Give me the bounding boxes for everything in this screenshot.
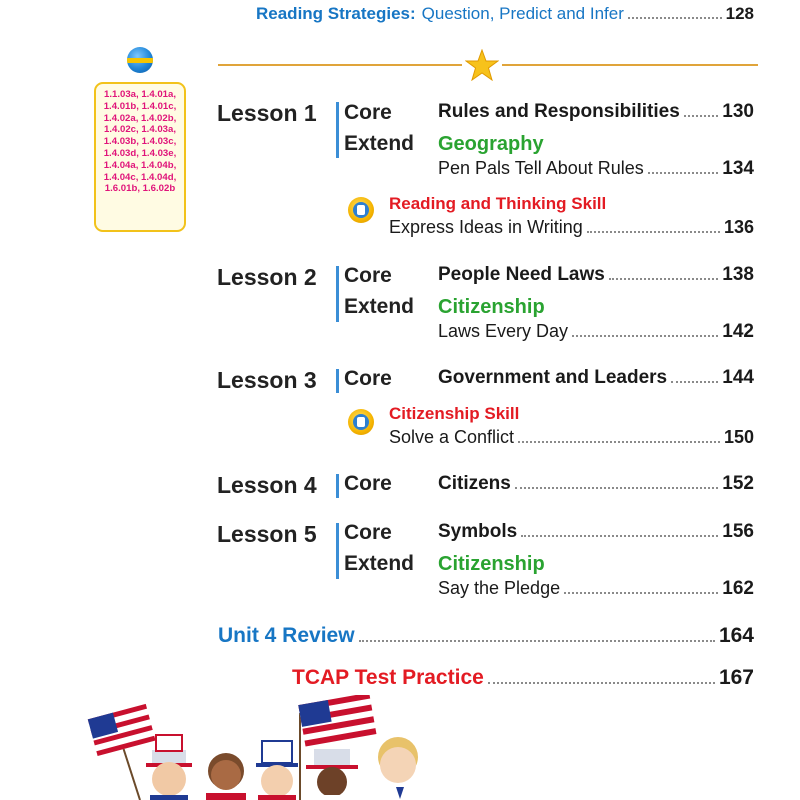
standards-box bbox=[94, 82, 186, 232]
lesson-4-core-entry[interactable] bbox=[438, 473, 754, 499]
divider-star bbox=[462, 46, 502, 84]
dot-leader bbox=[515, 487, 718, 489]
lesson-2-extend-category: Citizenship bbox=[438, 296, 545, 318]
dot-leader bbox=[587, 231, 720, 233]
reading-strategies-entry[interactable] bbox=[256, 4, 754, 28]
kids-with-flags-illustration bbox=[0, 695, 800, 800]
dot-leader bbox=[564, 592, 718, 594]
lesson-5-core-page: 156 bbox=[722, 521, 754, 542]
lesson-2-core-entry[interactable] bbox=[438, 264, 754, 290]
dot-leader bbox=[671, 381, 718, 383]
strategy-page: 128 bbox=[725, 4, 754, 23]
standards-line: 1.6.01b, 1.6.02b bbox=[104, 183, 176, 195]
lesson-3-label: Lesson 3 bbox=[217, 367, 317, 393]
lesson-2-extend-page: 142 bbox=[722, 321, 754, 342]
lesson-2-extend-entry[interactable] bbox=[438, 321, 754, 347]
lesson-2-extend-label: Extend bbox=[344, 295, 415, 318]
unit-review-page: 164 bbox=[718, 624, 754, 647]
lesson-5-extend-page: 162 bbox=[722, 578, 754, 599]
lesson-1-skill-text: Express Ideas in Writing bbox=[389, 217, 583, 237]
dot-leader bbox=[628, 17, 722, 19]
lesson-3-bar bbox=[336, 369, 339, 393]
dot-leader bbox=[648, 172, 719, 174]
tcap-entry[interactable] bbox=[292, 666, 754, 694]
lesson-1-extend-label: Extend bbox=[344, 132, 415, 155]
dot-leader bbox=[521, 535, 718, 537]
tcap-page: 167 bbox=[718, 666, 754, 689]
lesson-5-core-title: Symbols bbox=[438, 521, 518, 542]
lesson-4-core-page: 152 bbox=[722, 473, 754, 494]
lesson-4-core-label: Core bbox=[344, 472, 392, 495]
lesson-1-skill-page: 136 bbox=[723, 217, 754, 237]
lesson-2-core-page: 138 bbox=[722, 264, 754, 285]
standards-line: 1.4.02a, 1.4.02b, bbox=[103, 112, 177, 124]
standards-line: 1.4.01b, 1.4.01c, bbox=[103, 100, 177, 112]
lesson-5-extend-label: Extend bbox=[344, 552, 415, 575]
dot-leader bbox=[488, 682, 715, 684]
lesson-1-skill-title: Reading and Thinking Skill bbox=[389, 194, 607, 213]
standards-line: 1.4.04a, 1.4.04b, bbox=[103, 159, 177, 171]
lesson-1-skill-entry[interactable] bbox=[389, 217, 754, 243]
standards-line: 1.1.03a, 1.4.01a, bbox=[103, 89, 176, 100]
lesson-1-core-page: 130 bbox=[722, 101, 754, 122]
standards-line: 1.4.02c, 1.4.03a, bbox=[103, 124, 176, 136]
flag-icon bbox=[88, 704, 156, 800]
dot-leader bbox=[684, 115, 719, 117]
lesson-3-skill-entry[interactable] bbox=[389, 427, 754, 453]
strategy-label: Reading Strategies: bbox=[256, 4, 416, 23]
standards-line: 1.4.03b, 1.4.03c, bbox=[103, 136, 177, 148]
dot-leader bbox=[518, 441, 720, 443]
lesson-2-extend-title: Laws Every Day bbox=[438, 321, 569, 341]
lesson-5-extend-entry[interactable] bbox=[438, 578, 754, 604]
dot-leader bbox=[572, 335, 718, 337]
lesson-1-core-title: Rules and Responsibilities bbox=[438, 101, 680, 122]
lesson-1-core-entry[interactable] bbox=[438, 101, 754, 127]
citizenship-skill-icon bbox=[348, 409, 374, 435]
lesson-4-label: Lesson 4 bbox=[217, 472, 317, 498]
globe-icon bbox=[127, 47, 153, 73]
lesson-5-core-label: Core bbox=[344, 521, 392, 544]
tcap-title: TCAP Test Practice bbox=[292, 666, 484, 689]
lesson-3-core-entry[interactable] bbox=[438, 367, 754, 393]
lesson-5-extend-category: Citizenship bbox=[438, 553, 545, 575]
lesson-1-core-label: Core bbox=[344, 101, 392, 124]
lesson-4-core-title: Citizens bbox=[438, 473, 511, 494]
star-icon bbox=[465, 49, 499, 81]
lesson-2-label: Lesson 2 bbox=[217, 264, 317, 290]
lesson-2-core-title: People Need Laws bbox=[438, 264, 605, 285]
lesson-1-extend-category: Geography bbox=[438, 133, 544, 155]
reading-skill-icon bbox=[348, 197, 374, 223]
lesson-5-label: Lesson 5 bbox=[217, 521, 317, 547]
lesson-3-skill-title: Citizenship Skill bbox=[389, 404, 520, 423]
dot-leader bbox=[609, 278, 718, 280]
lesson-3-core-page: 144 bbox=[722, 367, 754, 388]
unit-review-entry[interactable] bbox=[218, 624, 754, 652]
lesson-5-extend-title: Say the Pledge bbox=[438, 578, 561, 598]
lesson-2-core-label: Core bbox=[344, 264, 392, 287]
lesson-3-core-title: Government and Leaders bbox=[438, 367, 668, 388]
lesson-1-extend-entry[interactable] bbox=[438, 158, 754, 184]
lesson-1-extend-title: Pen Pals Tell About Rules bbox=[438, 158, 644, 178]
lesson-5-core-entry[interactable] bbox=[438, 521, 754, 547]
lesson-2-bar bbox=[336, 266, 339, 322]
lesson-1-label: Lesson 1 bbox=[217, 100, 317, 126]
standards-line: 1.4.04c, 1.4.04d, bbox=[103, 171, 177, 183]
lesson-5-bar bbox=[336, 523, 339, 579]
lesson-3-core-label: Core bbox=[344, 367, 392, 390]
dot-leader bbox=[359, 640, 715, 642]
lesson-3-skill-text: Solve a Conflict bbox=[389, 427, 515, 447]
lesson-3-skill-page: 150 bbox=[723, 427, 754, 447]
lesson-1-extend-page: 134 bbox=[722, 158, 754, 179]
standards-line: 1.4.03d, 1.4.03e, bbox=[103, 147, 177, 159]
lesson-4-bar bbox=[336, 474, 339, 498]
strategy-text: Question, Predict and Infer bbox=[421, 4, 624, 23]
lesson-1-bar bbox=[336, 102, 339, 158]
unit-review-title: Unit 4 Review bbox=[218, 624, 355, 647]
